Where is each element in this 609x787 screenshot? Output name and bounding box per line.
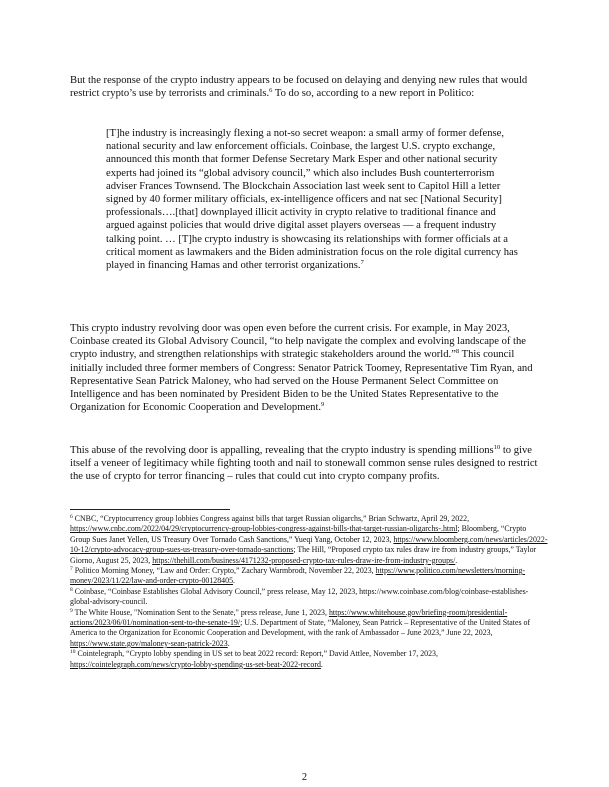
abuse-paragraph [70, 444, 546, 484]
footnote-10 [70, 649, 548, 670]
footnote-link-state-gov[interactable]: https://www.state.gov/maloney-sean-patrick-2023 [70, 638, 228, 648]
footnote-number: 7 [70, 566, 73, 573]
footnote-6 [70, 514, 548, 566]
footnote-ref-10[interactable]: 10 [493, 444, 501, 451]
footnote-link-cnbc[interactable]: https://www.cnbc.com/2022/04/29/cryptocurrency-group-lobbies-congress-against-bills-that-target-russian-oligarchs-.html [70, 524, 458, 534]
footnote-link-bloomberg[interactable]: https://www.bloomberg.com/news/articles/2022-10-12/crypto-advocacy-group-sues-us-treasury-over-tornado-sanctions [70, 534, 548, 555]
footnote-text: ; Bloomberg, “Crypto Group Sues Janet Yellen, US Treasury Over Tornado Cash Sanctions,” Yueqi Yang, October 12, 2023, [70, 524, 527, 544]
footnote-text: . [227, 638, 230, 648]
footnote-number: 8 [70, 586, 73, 593]
footnote-link-whitehouse[interactable]: https://www.whitehouse.gov/briefing-room/presidential-actions/2023/06/01/nomination-sent-to-the-senate-19/ [70, 607, 508, 628]
revolving-door-paragraph [70, 322, 546, 414]
footnote-link-thehill[interactable]: https://thehill.com/business/4171232-proposed-crypto-tax-rules-draw-ire-from-industry-groups/ [152, 555, 456, 565]
footnote-number: 10 [70, 649, 76, 656]
footnote-number: 6 [70, 514, 73, 520]
footnote-link-cointelegraph[interactable]: https://cointelegraph.com/news/crypto-lobby-spending-us-set-beat-2022-record [70, 659, 321, 669]
footnote-ref-9[interactable]: 9 [321, 401, 325, 409]
intro-tail: To do so, according to a new report in Politico: [272, 88, 475, 100]
intro-text: But the response of the crypto industry appears to be focused on delaying and denying new rules that would restrict crypto’s use by terrorists and criminals. [70, 75, 528, 100]
footnote-7 [70, 566, 548, 587]
footnote-number: 9 [70, 607, 73, 614]
page-number: 2 [301, 772, 308, 783]
footnote-8 [70, 587, 548, 608]
footnote-link-politico[interactable]: https://www.politico.com/newsletters/morning-money/2023/11/22/law-and-order-crypto-00128405 [70, 566, 526, 586]
footnote-text: ; The Hill, “Proposed crypto tax rules draw ire from industry groups,” Taylor Giorno, August 25, 2023, [70, 545, 537, 565]
footnote-text: CNBC, “Cryptocurrency group lobbies Congress against bills that target Russian oligarchs,” Brian Schwartz, April 29, 2022, [72, 514, 470, 523]
footnote-text: Politico Morning Money, “Law and Order: Crypto,” Zachary Warmbrodt, November 22, 2023, [72, 566, 376, 576]
footnote-text: Coinbase, “Coinbase Establishes Global Advisory Council,” press release, May 12, 2023, https://www.coinbase.com/blog/coinbase-establishes-global-advisory-council. [70, 586, 529, 607]
revolving-door-text-a: This crypto industry revolving door was open even before the current crisis. For example, in May 2023, Coinbase created its Global Advisory Council, “to help navigate the complex and evolving landscape of the crypto industry, and strengthen relationships with strategic stakeholders around the world.” [70, 323, 526, 361]
footnote-ref-6[interactable]: 6 [269, 87, 273, 95]
footnotes [70, 514, 548, 670]
footnote-text: . [320, 659, 323, 669]
politico-block-quote [106, 127, 522, 272]
intro-paragraph [70, 74, 546, 100]
footnote-text: Cointelegraph, “Crypto lobby spending in US set to beat 2022 record: Report,” David Attlee, November 17, 2023, [75, 649, 438, 659]
footnote-text: . [233, 576, 236, 586]
footnote-ref-8[interactable]: 8 [455, 348, 460, 356]
quote-text: [T]he industry is increasingly flexing a not-so secret weapon: a small army of former defense, national security and law enforcement officials. Coinbase, the largest U.S. crypto exchange, announced this month that former Defense Secretary Mark Esper and other national security experts had joined its “global advisory council,” which also includes Bush counterterrorism adviser Frances Townsend. The Blockchain Association last week sent to Capitol Hill a letter signed by 40 former military officials, ex-intelligence officers and nat sec [National Security] professionals….[that] downplayed illicit activity in crypto relative to traditional finance and argued against policies that would drive digital asset players overseas — a frequent industry talking point. … [T]he crypto industry is showcasing its relationships with former officials at a critical moment as lawmakers and the Biden administration focus on the role digital currency has played in financing Hamas and other terrorist organizations. [106, 128, 518, 272]
footnote-text: ; U.S. Department of State, “Maloney, Sean Patrick – Representative of the United States of America to the Organization for Economic Cooperation and Development, with the rank of Ambassador – June 2023,” June 22, 2023, [70, 618, 531, 638]
footnote-text: . [455, 555, 458, 565]
abuse-text-b: to give itself a veneer of legitimacy while fighting tooth and nail to stonewall common sense rules designed to restrict the use of crypto for terror financing – rules that could cut into crypto company profits. [70, 445, 538, 483]
footnote-9 [70, 608, 548, 650]
footnote-separator [70, 509, 230, 510]
footnote-text: The White House, "Nomination Sent to the Senate," press release, June 1, 2023, [72, 607, 329, 617]
revolving-door-text-b: This council initially included three former members of Congress: Senator Patrick Toomey, Representative Tim Ryan, and Representative Sean Patrick Maloney, who had served on the House Permanent Select Committee on Intelligence and has been nominated by President Biden to be the United States Representative to the Organization for Economic Cooperation and Development. [70, 349, 533, 414]
footnote-ref-7[interactable]: 7 [360, 259, 364, 267]
abuse-text-a: This abuse of the revolving door is appalling, revealing that the crypto industry is spending millions [70, 445, 494, 456]
